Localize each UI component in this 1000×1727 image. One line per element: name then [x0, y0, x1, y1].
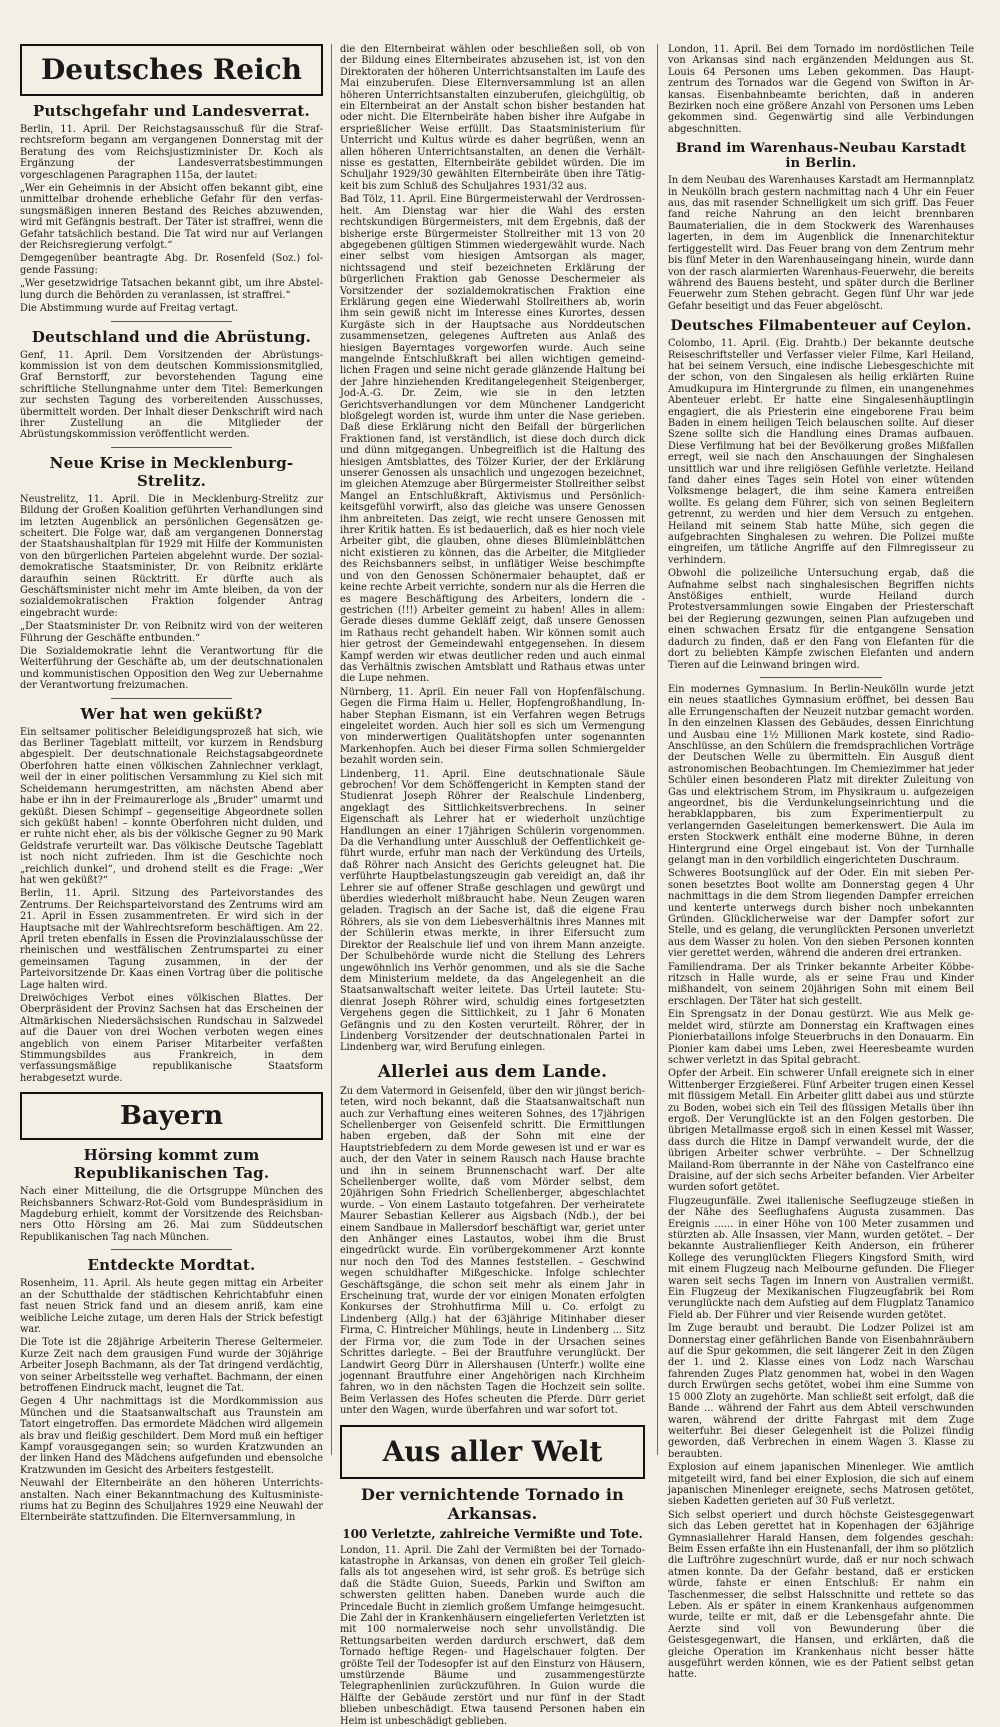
paragraph: Ein Sprengsatz in der Donau gestürzt. Wie aus Melk gemeldet wird, stürzte am Donnerstag ein Kraftwagen eines Pionierbataillons infolge Steuerbruchs in den Donauarm. Ein Pionier kam dabei ums Leben, zwei Heeresbeamte wurden schwer verletzt in das Spital gebracht. — [668, 1009, 974, 1066]
paragraph: Nürnberg, 11. April. Ein neuer Fall von Hopfenfälschung. Gegen die Firma Haim u. Heller, Hopfengroßhandlung, Inhaber Stephan Eismann, ist ein Verfahren wegen Betrugs eingeleitet worden. Auch hier soll es sich um Vermengung von minderwertigen Qualitätshopfen unter sogenannten Markenhopfen. Auch bei dieser Firma sollen Schmiergelder bezahlt worden sein. — [340, 686, 645, 767]
separator-rule — [111, 447, 232, 448]
paragraph: Dreiwöchiges Verbot eines völkischen Blattes. Der Oberpräsident der Provinz Sachsen hat das Erscheinen der Altmärkischen Niedersächsischen Rundschau in Salzwedel auf die Dauer von drei Wochen verboten wegen eines angeblich von einem Pariser Mitarbeiter verfaßten Stimmungsbildes aus Frankreich, in dem verfassungsmäßige republikanische Staatsform herabgesetzt wurde. — [20, 993, 323, 1084]
column-divider — [331, 44, 332, 1455]
paragraph: Nach einer Mitteilung, die die Ortsgruppe München des Reichsbanners Schwarz-Rot-Gold vom Bundespräsidium in Magdeburg erhielt, kommt der Vorsitzende des Reichsbanners Otto Hörsing am 26. Mai zum Süddeutschen Republikanischen Tag nach München. — [20, 1186, 323, 1243]
separator-rule — [760, 677, 882, 678]
headline-allerlei-aus-dem-lande: Allerlei aus dem Lande. — [377, 1061, 608, 1082]
paragraph: London, 11. April. Die Zahl der Vermißten bei der Tornadokatastrophe in Arkansas, von denen ein großer Teil gleichfalls als tot angesehen wird, ist sehr groß. Es betrüge sich daß die Städte Guion, Sueeds, Parkin und Swifton am schwersten gelitten haben. Daneben wurde auch die Princedale Bucht in ziemlich großem Umfange heimgesucht. Die Zahl der in Krankenhäusern eingelieferten Verletzten ist mit 100 normalerweise noch sehr unvollständig. Die Rettungsarbeiten werden dardurch erschwert, daß dem Tornado heftige Regen- und Hagelschauer folgten. Der größte Teil der Todesopfer ist auf den Einsturz von Häusern, umstürzende Bäume und zusammengestürzte Telegraphenlinien zurückzuführen. In Guion wurde die Hälfte der Gebäude zerstört und nur fünf in der Stadt blieben unbeschädigt. Etwa tausend Personen haben ein Heim ist unbeschädigt geblieben. — [340, 1544, 645, 1727]
paragraph: Neuwahl der Elternbeiräte an den höheren Unterrichtsanstalten. Nach einer Bekanntmachung des Kultusministeriums hat zu Beginn des Schuljahres 1929 eine Neuwahl der Elternbeiräte stattzufinden. Die Elternversammlung, in — [20, 1478, 323, 1524]
section-title-aus-aller-welt: Aus aller Welt — [340, 1425, 645, 1479]
paragraph: Im Zuge beraubt und beraubt. Die Lodzer Polizei ist am Donnerstag einer gefährlichen Bande von Eisenbahnräubern auf die Spur gekommen, die seit längerer Zeit in den Zügen der 1. und 2. Klasse eines von Lodz nach Warschau fahrenden Zuges Platz genommen hat, wobei in den Wagen durch Erwürgen sechs getötet, wobei ihm eine Summe von 15 000 Zloty an zugehörte. Man schließt seit erfolgt, daß die Bande ... während der Fahrt aus dem Abteil verschwunden waren, während der dritte Fahrgast mit dem Zuge weiterfuhr. Bei dieser Gelegenheit ist die Polizei fündig geworden, daß Verbrechen in einem Wagen 3. Klasse zu beraubten. — [668, 1323, 974, 1460]
paragraph: Zu dem Vatermord in Geisenfeld, über den wir jüngst berichteten, wird noch bekannt, daß die Staatsanwaltschaft nun auch zur Verhaftung eines weiteren Sohnes, des 17jährigen Schellenberger von Geisenfeld schritt. Die Ermittlungen haben ergeben, daß der Sohn mit eine der Hauptstriebfedern zu dem Morde gewesen ist und er war es auch, der den Vater in seinem Rausch nach Hause brachte und ihn in seinem Brunnenschacht warf. Der alte Schellenberger wollte, daß vom Mörder selbst, dem 20jährigen Sohn Friedrich Schellenberger, abgeschlachtet wurde. – Von einem Lastauto totgefahren. Der verheiratete Maurer Sebastian Kellerer aus Aigsbach (Ndb.), der bei einem Sandbaue in Mallersdorf beschäftigt war, geriet unter den Anhänger eines Lastautos, wobei ihm die Brust eingedrückt wurde. Ein vorübergekommener Arzt konnte nur noch den Tod des Mannes feststellen. – Geschwind wegen schuldhafter Mißgeschicke. Infolge schlechter Geschäftsgänge, die schon seit mehr als einem Jahr in Erscheinung trat, wurde der vor einigen Monaten erfolgten Konkurses der Strohhutfirma Mill u. Co. erfolgt zu Lindenberg (Allg.) hat der 63jährige Mitinhaber dieser Firma, C. Hintreicher Mühlings, heute in Lindenberg ... Sitz der Firma vor, die zum Tode in der Ursachen seines Schrittes darlegte. – Bei der Brautfuhre verunglückt. Der Landwirt Georg Dürr in Allershausen (Unterfr.) wollte eine jogennant Brautfuhre einer Angehörigen nach Kirchheim fahren, wo in den nächsten Tagen die Hochzeit sein sollte. Beim Verlassen des Hofes scheuten die Pferde. Dürr geriet unter den Wagen, wurde überfahren und war sofort tot. — [340, 1085, 645, 1417]
paragraph: In dem Neubau des Warenhauses Karstadt am Hermannplatz in Neukölln brach gestern nachmittag nach 4 Uhr ein Feuer aus, das mit rasender Schnelligkeit um sich griff. Das Feuer fand reiche Nahrung an den leicht brennbaren Baumaterialien, die in dem Stockwerk des Warenhauses lagerten, in dem im Augenblick die Innenarchitektur fertiggestellt wird. Das Feuer brang von dem Zentrum mehr bis fünf Meter in den Warenhauseingang hinein, wurde dann von der rasch alarmierten Warenhaus-Feuerwehr, die bereits während des Bauens besteht, und später durch die Berliner Feuerwehr zum Stehen gebracht. Gegen fünf Uhr war jede Gefahr beseitigt und das Feuer abgelöscht. — [668, 175, 974, 312]
paragraph: London, 11. April. Bei dem Tornado im nordöstlichen Teile von Arkansas sind nach ergänzenden Meldungen aus St. Louis 64 Personen ums Leben gekommen. Das Hauptzentrum des Tornados war die Gegend von Swifton in Arkansas. Eisenbahnbeamte berichten, daß in anderen Bezirken noch eine größere Anzahl von Personen ums Leben gekommen sind. Gegenwärtig sind alle Verbindungen abgeschnitten. — [668, 44, 974, 135]
paragraph: Genf, 11. April. Dem Vorsitzenden der Abrüstungskommission ist von dem deutschen Kommissionsmitglied, Graf Bernstorff, zur bevorstehenden Tagung eine schriftliche Stellungnahme unter dem Titel: Bemerkungen zur sechsten Tagung des vorbereitenden Ausschusses, übermittelt worden. Der Inhalt dieser Denkschrift wird nach ihrer Zustellung an die Mitglieder der Abrüstungskommission veröffentlicht werden. — [20, 349, 323, 441]
paragraph: Lindenberg, 11. April. Eine deutschnationale Säule gebrochen! Vor dem Schöffengericht in Kempten stand der Studienrat Joseph Röhrer der Realschule Lindenberg, angeklagt des Sittlichkeitsverbrechens. In seiner Eigenschaft als Lehrer hat er wiederholt unzüchtige Handlungen an einer 17jährigen Schülerin vorgenommen. Da die Verhandlung unter Ausschluß der Oeffentlichkeit geführt wurde, erfuhr man nach der Verkündung des Urteils, daß Röhrer nach Ansicht des Gerichts geleugnet hat. Die verführte Hauptbelastungszeugin gab vereidigt an, daß ihr Lehrer sie auf offener Straße geschlagen und gewürgt und überdies wiederholt mißbraucht habe. Neun Zeugen waren geladen. Tragisch an der Sache ist, daß die eigene Frau Röhrers, als sie von dem Liebesverhältnis ihres Mannes mit der Schülerin etwas merkte, in ihrer Eifersucht zum Direktor der Realschule lief und von ihrem Mann anzeigte. Der Schulbehörde wurde nicht die Stellung des Lehrers ungewöhnlich ins Verhör genommen, und als sie die Sache dem Ministerium meldete, da das Angelegenheit an die Staatsanwaltschaft weiter leitete. Das Urteil lautete: Studienrat Joseph Röhrer wird, schuldig eines fortgesetzten Vergehens gegen die Sittlichkeit, zu 1 Jahr 6 Monaten Gefängnis und zu den Kosten verurteilt. Röhrer, der in Lindenberg Vorsitzender der deutschnationalen Partei in Lindenberg war, wird Berufung einlegen. — [340, 768, 645, 1054]
paragraph: Ein seltsamer politischer Beleidigungsprozeß hat sich, wie das Berliner Tageblatt mitteilt, vor kurzem in Rendsburg abgespielt. Der deutschnationale Reichstagsabgeordnete Oberfohren hatte einen völkischen Zahnlechner verklagt, weil der in einer politischen Versammlung zu Kiel sich mit Scheidemann herumgestritten, am nächsten Abend aber habe er ihn in der Freimaurerloge als „Bruder“ umarmt und geküßt. Diesen Schimpf – gegenseitige Abgeordnete sollen sich geküßt haben! – konnte Oberfohren nicht dulden, und er ruhte nicht eher, als bis der völkische Gegner zu 90 Mark Geldstrafe verurteilt war. Das völkische Deutsche Tageblatt ist noch nicht zufrieden. Ihm ist die Geschichte noch „reichlich dunkel“, und drohend stellt es die Frage: „Wer hat wen geküßt?“ — [20, 726, 323, 886]
paragraph: Ein modernes Gymnasium. In Berlin-Neukölln wurde jetzt ein neues staatliches Gymnasium eröffnet, bei dessen Bau alle Errungenschaften der Neuzeit nutzbar gemacht worden. In den einzelnen Klassen des Gebäudes, dessen Einrichtung und Ausbau eine 1½ Millionen Mark kostete, sind Radio-Anschlüsse, an den Schülern die fremdsprachlichen Vorträge der Deutschen Welle zu übermitteln. Ein Ausguß dient astronomischen Beobachtungen. Im Chemiezimmer hat jeder Schüler einen besonderen Platz mit direkter Zuleitung von Gas und elektrischem Strom, im Physikraum u. aufgezeigen angeordnet, bis die Verdunkelungseinrichtung und die herabklappbaren, bis zum Experimentierpult zu verlangernden Gaseleitungen bemerkenswert. Die Aula im ersten Stockwerk enthält eine moderne Bühne, in deren Hintergrund eine Orgel eingebaut ist. Von der Turnhalle gelangt man in den vorbildlich eingerichteten Duschraum. — [668, 683, 974, 866]
col3-brand-text — [668, 175, 974, 312]
paragraph: die den Elternbeirat wählen oder beschließen soll, ob von der Bildung eines Elternbeirates abzusehen ist, ist von den Direktoraten der höheren Unterrichtsanstalten im Laufe des Mai einzuberufen. Diese Elternversammlung ist an allen höheren Unterrichtsanstalten einzuberufen, gleichgültig, ob ein Elternbeirat an der Anstalt schon bisher bestanden hat oder nicht. Die Elternbeiräte haben bisher ihre Aufgabe in ersprießlicher Weise erfüllt. Das Staatsministerium für Unterricht und Kultus würde es daher begrüßen, wenn an allen höheren Unterrichtsanstalten, an denen die Verhältnisse es gestatten, Elternbeiräte gebildet würden. Die im Schuljahr 1929/30 gewählten Elternbeiräte üben ihre Tätigkeit bis zum Schluß des Schuljahres 1931/32 aus. — [340, 44, 645, 192]
col2-tornado-text — [340, 1545, 645, 1727]
paragraph: Berlin, 11. April. Der Reichstagsausschuß für die Strafrechtsreform begann am vergangenen Donnerstag mit der Beratung des vom Reichsjustizminister Dr. Koch als Ergänzung der Landesverratsbestimmungen vorgeschlagenen Paragraphen 115a, der lautet: — [20, 124, 323, 181]
article-headline: Wer hat wen geküßt? — [80, 704, 263, 723]
paragraph: Sich selbst operiert und durch höchste Geistesgegenwart sich das Leben gerettet hat in Kopenhagen der 63jährige Gymnasiallehrer Harald Hansen, dem folgendes geschah: Beim Essen erfaßte ihn ein Hustenanfall, der ihm so plötzlich die Luftröhre zugeschnürt wurde, daß er nur noch schwach atmen konnte. Da der Gefahr bestand, daß er ersticken würde, fahste er einen Entschluß: Er nahm ein Taschenmesser, die selbst Halsschnitte und rettete so das Leben. Als er später in einem Krankenhaus aufgenommen wurde, teilte er mit, daß er die Lebensgefahr ahnte. Die Aerzte sind voll von Bewunderung über die Geistesgegenwart, die Hansen, und erklärten, daß die gleiche Operation im Krankenhaus nicht besser hätte ausgeführt werden können, wie es der Patient selbst getan hatte. — [668, 1509, 974, 1681]
column-2 — [340, 44, 645, 1727]
paragraph: Flugzeugunfälle. Zwei italienische Seeflugzeuge stießen in der Nähe des Seeflughafens Augusta zusammen. Das Ereignis ...... in einer Höhe von 100 Meter zusammen und stürzten ab. Alle Insassen, vier Mann, wurden getötet. – Der bekannte Australienflieger Keith Anderson, ein früherer Kollege des verunglückten Fliegers Kingsford Smith, wird mit einem Flugzeug nach Melbourne gefunden. Die Flieger waren seit sechs Tagen im Innern von Australien vermißt. Ein Flugzeug der Mexikanischen Flugzeugfabrik bei Rom verunglückte nach dem Aufstieg auf dem Flugplatz Tanamico Field ab. Der Führer und vier Reisende wurden getötet. — [668, 1195, 974, 1321]
paragraph: Berlin, 11. April. Sitzung des Parteivorstandes des Zentrums. Der Reichsparteivorstand des Zentrums wird am 21. April in Essen zusammentreten. Er wird sich in der Hauptsache mit der Wahlrechtsreform beschäftigen. Am 22. April treten ebenfalls in Essen die Provinzialausschüsse der rheinischen und westfälischen Zentrumspartei zu einer gemeinsamen Tagung zusammen, in der der Parteivorsitzende Dr. Kaas einen Vortrag über die politische Lage halten wird. — [20, 888, 323, 991]
paragraph: Gegen 4 Uhr nachmittags ist die Mordkommission aus München und die Staatsanwaltschaft aus Traunstein am Tatort eingetroffen. Das ermordete Mädchen wird allgemein als brav und fleißig geschildert. Dem Mord muß ein heftiger Kampf vorausgegangen sein; so wurden Kratzwunden an der linken Hand des Mädchens aufgefunden und ebensolche Kratzwunden im Gesicht des Arbeiters festgestellt. — [20, 1396, 323, 1476]
paragraph: Demgegenüber beantragte Abg. Dr. Rosenfeld (Soz.) folgende Fassung: — [20, 253, 323, 276]
headline-tornado: Der vernichtende Tornado in Arkansas. — [361, 1484, 624, 1523]
paragraph: „Wer ein Geheimnis in der Absicht offen bekannt gibt, eine unmittelbar drohende erhebliche Gefahr für den verfassungsmäßigen inneren Bestand des Reiches abzuwenden, wird mit Gefängnis bestraft. Der Täter ist straffrei, wenn die Gefahr tatsächlich bestand. Die Tat wird nur auf Verlangen der Reichsregierung verfolgt.“ — [20, 183, 323, 252]
headline-filmabenteuer: Deutsches Filmabenteuer auf Ceylon. — [670, 318, 972, 335]
col1-articles-bayern — [20, 1146, 323, 1524]
paragraph: Die Tote ist die 28jährige Arbeiterin Therese Geltermeier. Kurze Zeit nach dem grausigen Fund wurde der 30jährige Arbeiter Joseph Bachmann, als der Tat dringend verdächtig, von seiner Arbeitsstelle weg verhaftet. Bachmann, der einen betroffenen Eindruck macht, leugnet die Tat. — [20, 1337, 323, 1394]
column-1 — [20, 44, 323, 1524]
paragraph: Opfer der Arbeit. Ein schwerer Unfall ereignete sich in einer Wittenberger Erzgießerei. Fünf Arbeiter trugen einen Kessel mit flüssigem Metall. Ein Arbeiter glitt dabei aus und stürzte zu Boden, wobei sich ein Teil des flüssigen Metalls über ihn ergoß. Der Verunglückte ist an den Folgen gestorben. Die übrigen Metallmasse ergoß sich in einen Kessel mit Wasser, dass durch die Hitze in Dampf verwandelt wurde, der die übrigen Arbeiter schwer verbrühte. – Der Schnellzug Mailand-Rom überrannte in der Nähe von Castelfranco eine Draisine, auf der sich sechs Arbeiter befanden. Vier Arbeiter wurden sofort getötet. — [668, 1068, 974, 1194]
paragraph: Familiendrama. Der als Trinker bekannte Arbeiter Köbberitzsch in Halle wurde, als er seine Frau und Kinder mißhandelt, von seinem 20jährigen Sohn mit einem Beil erschlagen. Der Täter hat sich gestellt. — [668, 961, 974, 1007]
article-headline: Neue Krise in Mecklenburg-Strelitz. — [49, 453, 294, 490]
paragraph: Die Abstimmung wurde auf Freitag vertagt. — [20, 303, 239, 315]
paragraph: Obwohl die polizeiliche Untersuchung ergab, daß die Aufnahme selbst nach singhalesischen Begriffen nichts Anstößiges enthielt, wurde Heiland durch Protestversammlungen sowie Eingaben der Priesterschaft bei der Regierung gezwungen, seinen Plan aufzugeben und einen schwachen Ersatz für die entgangene Sensation dadurch zu finden, daß er den Fang von Elefanten für die dort zu beliebten Kämpfe zwischen Elefanten und andern Tieren auf die Leinwand bringen wird. — [668, 568, 974, 671]
col2-lande-text — [340, 1086, 645, 1417]
separator-rule — [111, 321, 232, 322]
paragraph: Bad Tölz, 11. April. Eine Bürgermeisterwahl der Verdrossenheit. Am Dienstag war hier die Wahl des ersten rechtskundigen Bürgermeisters, mit dem Ergebnis, daß der bisherige erste Bürgermeister Stollreither mit 13 von 20 abgegebenen gültigen Stimmen wiedergewählt wurde. Nach einer selbst vom hiesigen Amtsorgan als mager, nichtssagend und steif bezeichneten Erklärung der bürgerlichen Fraktion gab Genosse Deschermeier als Vorsitzender der sozialdemokratischen Fraktion eine Erklärung gegen eine Wiederwahl Stollreithers ab, worin ihm sein gewiß nicht im Interesse eines Kurortes, dessen Kurgäste sich in der Hauptsache aus Norddeutschen zusammensetzen, gelegenes Auftreten aus Anlaß des hiesigen Bayerntages vorgeworfen wurde. Auch seine mangelnde Entschlußkraft bei allen wichtigen gemeindlichen Fragen und seine nicht gerade glänzende Haltung bei der Jahre hinziehenden Kreditangelegenheit Steigenberger, Jod-A.-G. Dr. Zeim, wie sie in den letzten Gerichtsverhandlungen vor dem Münchener Landgericht bloßgelegt worden ist, wurde ihm unter die Nase gerieben. Daß diese Erklärung nicht den Beifall der bürgerlichen Fraktionen fand, ist verständlich, ist diese doch durch dick und dünn mitgegangen. Unbegreiflich ist die Haltung des hiesigen Amtsblattes, des Tölzer Kurier, der der Erklärung unserer Genossen als unsachlich und ungezogen bezeichnet, im gleichen Atemzuge aber Bürgermeister Stollreither selbst Mangel an Entschlußkraft, Aktivismus und Persönlichkeitsgefühl vorwirft, also das gleiche was unsere Genossen ihm anbreiteten. Das zeigt, wie recht unsere Genossen mit ihrer Kritik hatten. Es ist bedauerlich, daß es hier noch viele Arbeiter gibt, die glauben, ohne dieses Blümleinblättchen nicht existieren zu können, das die Arbeiter, die Mitglieder des Reichsbanners selbst, in unflätiger Weise beschimpfte und von den Genossen Schönermaier behauptet, daß er keine rechte Arbeit verrichte, sondern nur als die Herren die es magere Beschäftigung des Arbeiters, londern die gestrichen (!!!) Arbeiter gemeint zu haben! Alles in allem: Gerade dieses dumme Gekläff zeigt, daß unsere Genossen im Rathaus recht gehandelt haben. Wir können somit auch hier getrost der Gemeindewahl entgegensehen. In diesem Kampf werden wir etwas deutlicher reden und auch einmal das Verhältnis zwischen Amtsblatt und Rathaus etwas unter die Lupe nehmen. — [340, 194, 645, 685]
column-3 — [668, 44, 974, 1681]
col1-articles — [20, 102, 323, 1084]
column-divider — [657, 44, 658, 1455]
col2-top-text — [340, 44, 645, 1054]
paragraph: Colombo, 11. April. (Eig. Drahtb.) Der bekannte deutsche Reiseschriftsteller und Verfasser vieler Filme, Karl Heiland, hat bei seinem Versuch, eine indische Liebesgeschichte mit der schon, von den Singalesen als heilig erklärten Ruine Amudkupura im Hintergrunde zu filmen, ein unangenehmes Abenteuer erlebt. Er hatte eine Singalesenhäuptlingin engagiert, die als Priesterin eine eingeborene Frau beim Baden in einem heiligen Teich belauschen sollte. Auf dieser Szene sollte sich die Handlung eines Dramas aufbauen. Diese Verfilmung hat bei der Bevölkerung großes Mißfallen erregt, weil sie nach den Anschauungen der Singhalesen unsittlich war und ihre religiösen Gefühle verletzte. Heiland fand daher eines Tages sein Hotel von einer wütenden Volksmenge belagert, die ihm seine Kamera entreißen wollte. Es gelang dem Führer, sich von seinen Begleitern getrennt, zu werden und hier dem Versuch zu entgehen. Heiland mit seinem Stab hatte Mühe, sich gegen die aufgebrachten Singhalesen zu wehren. Die Polizei mußte eingreifen, um tätliche Angriffe auf den Filmregisseur zu verhindern. — [668, 338, 974, 566]
separator-rule — [111, 698, 232, 699]
section-title-deutsches-reich: Deutsches Reich — [20, 44, 323, 96]
headline-brand-karstadt: Brand im Warenhaus-Neubau Karstadt in Berlin. — [675, 141, 967, 172]
section-title-bayern: Bayern — [20, 1092, 323, 1140]
col3-misc-text — [668, 684, 974, 1681]
paragraph: „Der Staatsminister Dr. von Reibnitz wird von der weiteren Führung der Geschäfte entbunden.“ — [20, 621, 323, 644]
separator-rule — [111, 1249, 232, 1250]
paragraph: Neustrelitz, 11. April. Die in Mecklenburg-Strelitz zur Bildung der Großen Koalition geführten Verhandlungen sind im letzten Augenblick an persönlichen Gegensätzen gescheitert. Die Folge war, daß am vergangenen Donnerstag der Staatshaushaltplan für 1929 mit Hilfe der Kommunisten von den bürgerlichen Parteien abgelehnt wurde. Der sozialdemokratische Staatsminister, Dr. von Reibnitz erklärte daraufhin seinen Rücktritt. Er dürfte auch als Geschäftsminister nicht mehr im Amte bleiben, da von der sozialdemokratischen Fraktion folgender Antrag eingebracht wurde: — [20, 493, 323, 619]
article-headline: Entdeckte Mordtat. — [87, 1256, 256, 1275]
col3-film-text — [668, 338, 974, 671]
paragraph: Die Sozialdemokratie lehnt die Verantwortung für die Weiterführung der Geschäfte ab, um der deutschnationalen und kommunistischen Opposition den Weg zur Uebernahme der Verantwortung freizumachen. — [20, 646, 323, 692]
paragraph: „Wer gesetzwidrige Tatsachen bekannt gibt, um ihre Abstellung durch die Behörden zu veranlassen, ist straffrei.“ — [20, 278, 323, 301]
subhead-tornado: 100 Verletzte, zahlreiche Vermißte und Tote. — [342, 1526, 643, 1541]
col3-top-text — [668, 44, 974, 135]
paragraph: Explosion auf einem japanischen Minenleger. Wie amtlich mitgeteilt wird, fand bei einer Explosion, die sich auf einem japanischen Minenleger ereignete, sechs Matrosen getötet, sieben Kadetten gerieten auf 30 Fuß verletzt. — [668, 1462, 974, 1508]
article-headline: Deutschland und die Abrüstung. — [31, 327, 312, 346]
article-headline: Hörsing kommt zum Republikanischen Tag. — [73, 1146, 270, 1183]
article-headline: Putschgefahr und Landesverrat. — [33, 102, 310, 120]
paragraph: Schweres Bootsunglück auf der Oder. Ein mit sieben Personen besetztes Boot wollte am Donnerstag gegen 4 Uhr nachmittags in die dem Strom liegenden Dampfer erreichen und kenterte unterwegs durch bisher noch unbekannten Gründen. Glücklicherweise war der Dampfer sofort zur Stelle, und es gelang, die verunglückten Personen unverletzt aus dem Wasser zu holen. Von den sieben Personen konnten vier gerettet werden, während die anderen drei ertranken. — [668, 868, 974, 960]
paragraph: Rosenheim, 11. April. Als heute gegen mittag ein Arbeiter an der Schutthalde der städtischen Kehrichtabfuhr einen fast neuen Strick fand und an diesem anriß, kam eine weibliche Leiche zutage, um deren Hals der Strick befestigt war. — [20, 1278, 323, 1335]
